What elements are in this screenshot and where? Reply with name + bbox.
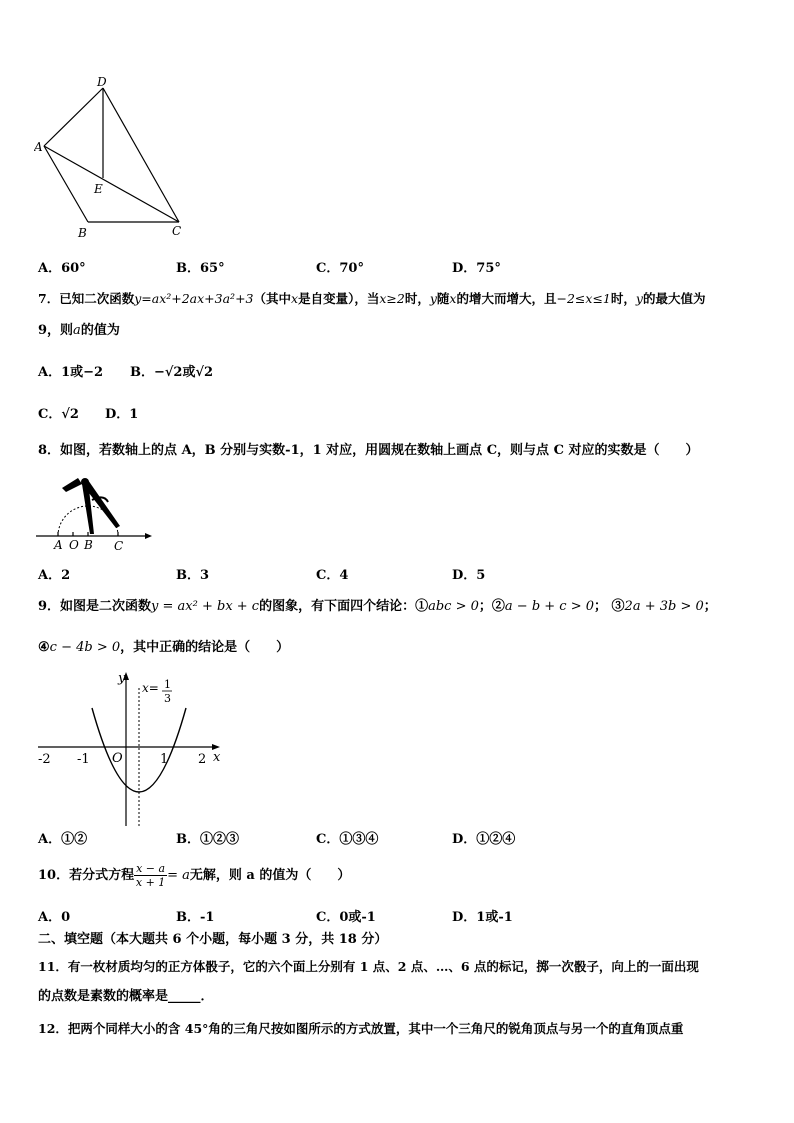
q6-option-a: A．60° bbox=[38, 261, 86, 276]
q8-stem: 8．如图，若数轴上的点 A，B 分别与实数-1，1 对应，用圆规在数轴上画点 C，则与点 C 对应的实数是（ ） bbox=[38, 443, 699, 458]
q6-option-d: D．75° bbox=[452, 261, 501, 276]
axis-x-label: x bbox=[213, 750, 221, 765]
q6-option-c: C．70° bbox=[316, 261, 364, 276]
q10-option-d: D．1或-1 bbox=[452, 910, 513, 925]
symmetry-num: 1 bbox=[164, 678, 171, 691]
axis-label-C: C bbox=[114, 539, 124, 553]
q10-option-a: A．0 bbox=[38, 910, 71, 925]
q6-option-b: B．65° bbox=[176, 261, 225, 276]
q9-option-a: A．①② bbox=[38, 832, 88, 847]
q8-option-b: B．3 bbox=[176, 568, 210, 583]
q11-line2: 的点数是素数的概率是_____． bbox=[38, 989, 214, 1004]
q7-option-a: A．1或−2 bbox=[38, 365, 104, 380]
label-E: E bbox=[94, 182, 103, 196]
tick-neg2: -2 bbox=[38, 752, 51, 767]
q9-option-c: C．①③④ bbox=[316, 832, 379, 847]
label-A: A bbox=[34, 140, 43, 154]
q7-option-b: B．−√2或√2 bbox=[130, 365, 214, 380]
q10-option-c: C．0或-1 bbox=[316, 910, 376, 925]
symmetry-den: 3 bbox=[164, 692, 171, 705]
q7-option-d: D．1 bbox=[105, 407, 139, 422]
q10-stem: 10．若分式方程 $\frac{x - a}{x + 1}$ = a无解，则 a 的值为（ ） bbox=[38, 862, 351, 889]
axis-label-B: B bbox=[84, 538, 93, 552]
tick-neg1: -1 bbox=[77, 752, 90, 767]
origin-label: O bbox=[112, 751, 123, 766]
q9-stem-line2: ④c − 4b > 0，其中正确的结论是（ ） bbox=[38, 640, 290, 655]
axis-label-A: A bbox=[54, 538, 63, 552]
axis-label-O: O bbox=[69, 538, 79, 552]
q7-stem: 7．已知二次函数y=ax²+2ax+3a²+3（其中x是自变量），当x≥2时，y随x的增大而增大，且−2≤x≤1时，y的最大值为 bbox=[38, 291, 706, 306]
q9-option-d: D．①②④ bbox=[452, 832, 516, 847]
q11-line1: 11．有一枚材质均匀的正方体骰子，它的六个面上分别有 1 点、2 点、…、6 点的标记，掷一次骰子，向上的一面出现 bbox=[38, 959, 699, 974]
quadrilateral-figure bbox=[34, 72, 194, 242]
parabola-graph bbox=[34, 666, 234, 838]
q8-option-d: D．5 bbox=[452, 568, 486, 583]
symmetry-label: x= bbox=[142, 681, 159, 695]
section-2-heading: 二、填空题（本大题共 6 个小题，每小题 3 分，共 18 分） bbox=[38, 932, 388, 947]
label-D: D bbox=[97, 75, 107, 89]
q7-stem-line2: 9，则a的值为 bbox=[38, 323, 120, 338]
q7-option-c: C．√2 bbox=[38, 407, 79, 422]
q12-line1: 12．把两个同样大小的含 45°角的三角尺按如图所示的方式放置，其中一个三角尺的锐角顶点与另一个的直角顶点重 bbox=[38, 1021, 684, 1036]
compass-icon bbox=[62, 478, 120, 534]
q9-stem: 9．如图是二次函数y = ax² + bx + c的图象，有下面四个结论：①abc > 0；②a − b + c > 0； ③2a + 3b > 0； bbox=[38, 599, 717, 614]
label-B: B bbox=[78, 226, 87, 240]
q9-option-b: B．①②③ bbox=[176, 832, 239, 847]
q10-fraction: $\frac{x - a}{x + 1}$ bbox=[135, 862, 166, 889]
q8-option-a: A．2 bbox=[38, 568, 71, 583]
label-C: C bbox=[172, 224, 182, 238]
compass-numberline-figure bbox=[34, 470, 159, 555]
tick-2: 2 bbox=[198, 752, 207, 767]
q10-option-b: B．-1 bbox=[176, 910, 215, 925]
q8-option-c: C．4 bbox=[316, 568, 349, 583]
tick-1: 1 bbox=[160, 752, 169, 767]
axis-y-label: y bbox=[118, 671, 126, 686]
